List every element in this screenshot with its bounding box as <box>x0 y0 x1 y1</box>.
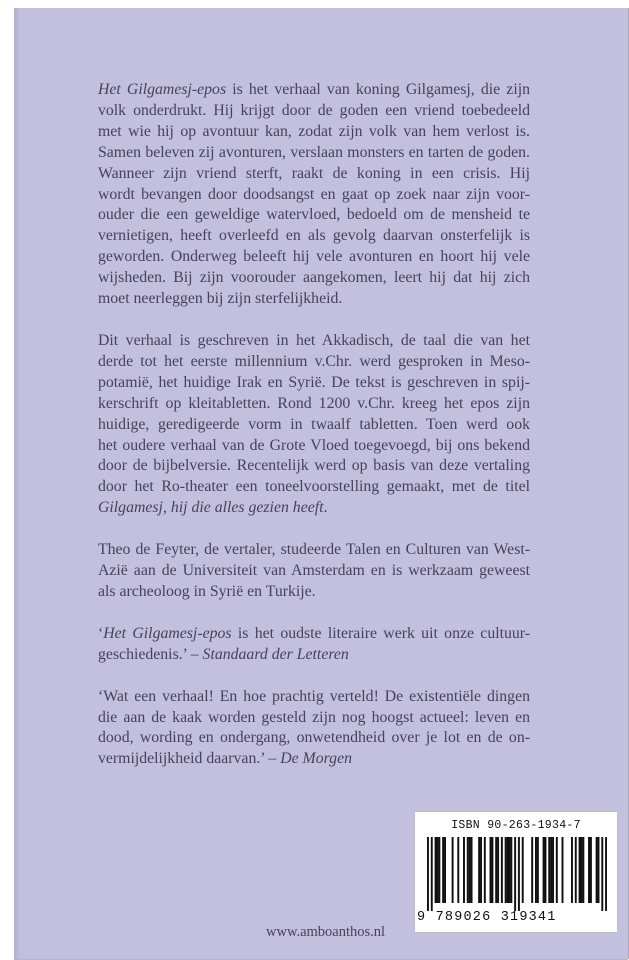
barcode-bar <box>444 837 446 903</box>
barcode-bar <box>510 837 512 903</box>
text-run: Theo de Feyter, de vertaler, studeerde Talen en Culturen van West- <box>98 541 530 559</box>
text-run: ouder die een geweldige watervloed, bedoeld om de mensheid te <box>98 206 530 224</box>
text-run: vernietigen, heeft overleefd en als gevolg daarvan onsterfelijk is <box>98 227 530 245</box>
barcode-bar <box>497 837 499 903</box>
blurb-paragraph <box>98 80 530 310</box>
text-line <box>98 687 530 708</box>
text-run: Dit verhaal is geschreven in het Akkadisch, de taal die van het <box>98 331 530 349</box>
text-line <box>98 226 530 247</box>
text-line <box>98 247 530 268</box>
text-run: derde tot het eerste millennium v.Chr. werd gesproken in Meso- <box>98 352 530 370</box>
ean-digits: 9 789026 319341 <box>417 910 557 925</box>
barcode-bar <box>598 837 600 903</box>
text-line <box>98 708 530 729</box>
barcode-bar <box>463 837 465 903</box>
text-line <box>98 477 530 498</box>
barcode-bar <box>427 837 429 911</box>
text-run: Samen beleven zij avonturen, verslaan monsters en tarten de goden. <box>98 143 530 161</box>
barcode-label <box>414 811 618 933</box>
barcode-bar <box>571 837 573 903</box>
barcode-bar <box>442 837 444 903</box>
text-line <box>98 645 530 666</box>
text-run: als archeoloog in Syrië en Turkije. <box>98 582 316 600</box>
text-run: . <box>323 499 328 517</box>
blurb-paragraph <box>98 331 530 519</box>
text-line <box>98 624 530 645</box>
barcode-bar <box>544 837 546 903</box>
barcode-bar <box>543 837 545 903</box>
barcode-bar <box>575 837 577 903</box>
text-run: volk onderdrukt. Hij krijgt door de goden een vriend toebedeeld <box>98 101 530 119</box>
barcode-bar <box>508 837 510 903</box>
text-run: potamië, het huidige Irak en Syrië. De tekst is geschreven in spij- <box>98 373 530 391</box>
barcode-bar <box>579 837 581 903</box>
text-line <box>98 373 530 394</box>
text-line <box>98 582 530 603</box>
text-run: wordt bevangen door doodsangst en gaat op zoek naar zijn voor- <box>98 185 530 203</box>
text-run: het oudere verhaal van de Grote Vloed toegevoegd, bij ons bekend <box>98 436 530 454</box>
text-run: met wie hij op avontuur kan, zodat zijn volk van hem verlost is. <box>98 122 530 140</box>
text-run: die aan de kaak worden gesteld zijn nog hoogst actueel: leven en <box>98 708 530 726</box>
barcode-bar <box>582 837 584 903</box>
text-line <box>98 268 530 289</box>
barcode-bar <box>491 837 493 903</box>
barcode-bar <box>467 837 469 903</box>
blurb-text <box>98 80 530 791</box>
barcode-bar <box>588 837 590 903</box>
barcode-bar <box>469 837 471 903</box>
barcode-bar <box>580 837 582 903</box>
italic-text: Het Gilgamesj-epos <box>98 81 227 98</box>
text-run: geschiedenis.’ – <box>98 645 203 663</box>
text-line <box>98 331 530 352</box>
text-line <box>98 205 530 226</box>
barcode-bar <box>501 837 503 903</box>
book-back-cover <box>14 8 628 959</box>
text-line <box>98 728 530 749</box>
barcode-bar <box>562 837 564 903</box>
italic-text: Het Gilgamesj-epos <box>103 624 232 642</box>
blurb-paragraph <box>98 624 530 666</box>
barcode-bar <box>452 837 454 903</box>
barcode-bar <box>556 837 558 903</box>
text-line <box>98 394 530 415</box>
barcode-bar <box>505 837 507 903</box>
barcode-bar <box>438 837 440 903</box>
text-line <box>98 561 530 582</box>
barcode-bar <box>605 837 607 911</box>
barcode-icon <box>427 837 607 911</box>
text-run: is het verhaal van koning Gilgamesj, die zijn <box>226 81 530 98</box>
barcode-bar <box>601 837 603 911</box>
text-run: vermijdelijkheid daarvan.’ – <box>98 750 281 768</box>
barcode-bar <box>522 837 524 903</box>
isbn-label: ISBN 90-263-1934-7 <box>451 819 581 832</box>
text-line <box>98 101 530 122</box>
text-run: huidige, geredigeerde vorm in twaalf tabletten. Toen werd ook <box>98 415 530 433</box>
barcode-bar <box>431 837 433 911</box>
text-line <box>98 289 530 310</box>
text-line <box>98 749 530 770</box>
text-run: Azië aan de Universiteit van Amsterdam en is werkzaam geweest <box>98 562 530 580</box>
barcode-bar <box>590 837 592 903</box>
barcode-bar <box>484 837 486 903</box>
text-line <box>98 415 530 436</box>
barcode-bar <box>514 837 516 911</box>
text-line <box>98 80 530 101</box>
text-run: ‘ <box>98 624 104 642</box>
barcode-bar <box>480 837 482 903</box>
text-run: geworden. Onderweg beleeft hij vele avonturen en hoort hij vele <box>98 248 530 266</box>
text-line <box>98 164 530 185</box>
barcode-bar <box>531 837 533 903</box>
barcode-bar <box>535 837 537 903</box>
text-line <box>98 352 530 373</box>
text-line <box>98 143 530 164</box>
barcode-bar <box>436 837 438 903</box>
barcode-bar <box>471 837 473 903</box>
barcode-bar <box>457 837 459 903</box>
text-line <box>98 540 530 561</box>
text-run: Wanneer zijn vriend sterft, raakt de koning in een crisis. Hij <box>98 164 530 182</box>
barcode-bar <box>550 837 552 903</box>
barcode-bar <box>537 837 539 903</box>
text-run: moet neerleggen bij zijn sterfelijkheid. <box>98 290 343 308</box>
text-run: door de bijbelversie. Recentelijk werd op basis van deze vertaling <box>98 457 530 475</box>
text-line <box>98 122 530 143</box>
barcode-bar <box>435 837 437 903</box>
barcode-bar <box>518 837 520 911</box>
barcode-bar <box>490 837 492 903</box>
spine-shadow <box>14 8 20 959</box>
text-run: dood, wording en ondergang, onwetendheid over je lot en de on- <box>98 729 530 747</box>
text-line <box>98 456 530 477</box>
barcode-bar <box>478 837 480 903</box>
text-run: kerschrift op kleitabletten. Rond 1200 v.Chr. kreeg het epos zijn <box>98 394 530 412</box>
barcode-bar <box>507 837 509 903</box>
text-run: door het Ro-theater een toneelvoorstelling gemaakt, met de titel <box>98 478 530 496</box>
text-run: ‘Wat een verhaal! En hoe prachtig verteld! De existentiële dingen <box>98 687 530 705</box>
barcode-bar <box>552 837 554 903</box>
barcode-bar <box>596 837 598 903</box>
italic-text: Standaard der Letteren <box>202 645 349 663</box>
text-line <box>98 185 530 206</box>
blurb-paragraph <box>98 687 530 771</box>
publisher-website: www.amboanthos.nl <box>266 924 386 940</box>
text-run: wijsheden. Bij zijn voorouder aangekomen, leert hij dat hij zich <box>98 269 530 287</box>
italic-text: Gilgamesj, hij die alles gezien heeft <box>98 499 324 517</box>
text-run: is het oudste literaire werk uit onze cultuur- <box>231 624 530 642</box>
barcode-bar <box>495 837 497 903</box>
text-line <box>98 436 530 457</box>
italic-text: De Morgen <box>280 750 352 768</box>
blurb-paragraph <box>98 540 530 603</box>
text-line <box>98 498 530 519</box>
barcode-bar <box>548 837 550 903</box>
